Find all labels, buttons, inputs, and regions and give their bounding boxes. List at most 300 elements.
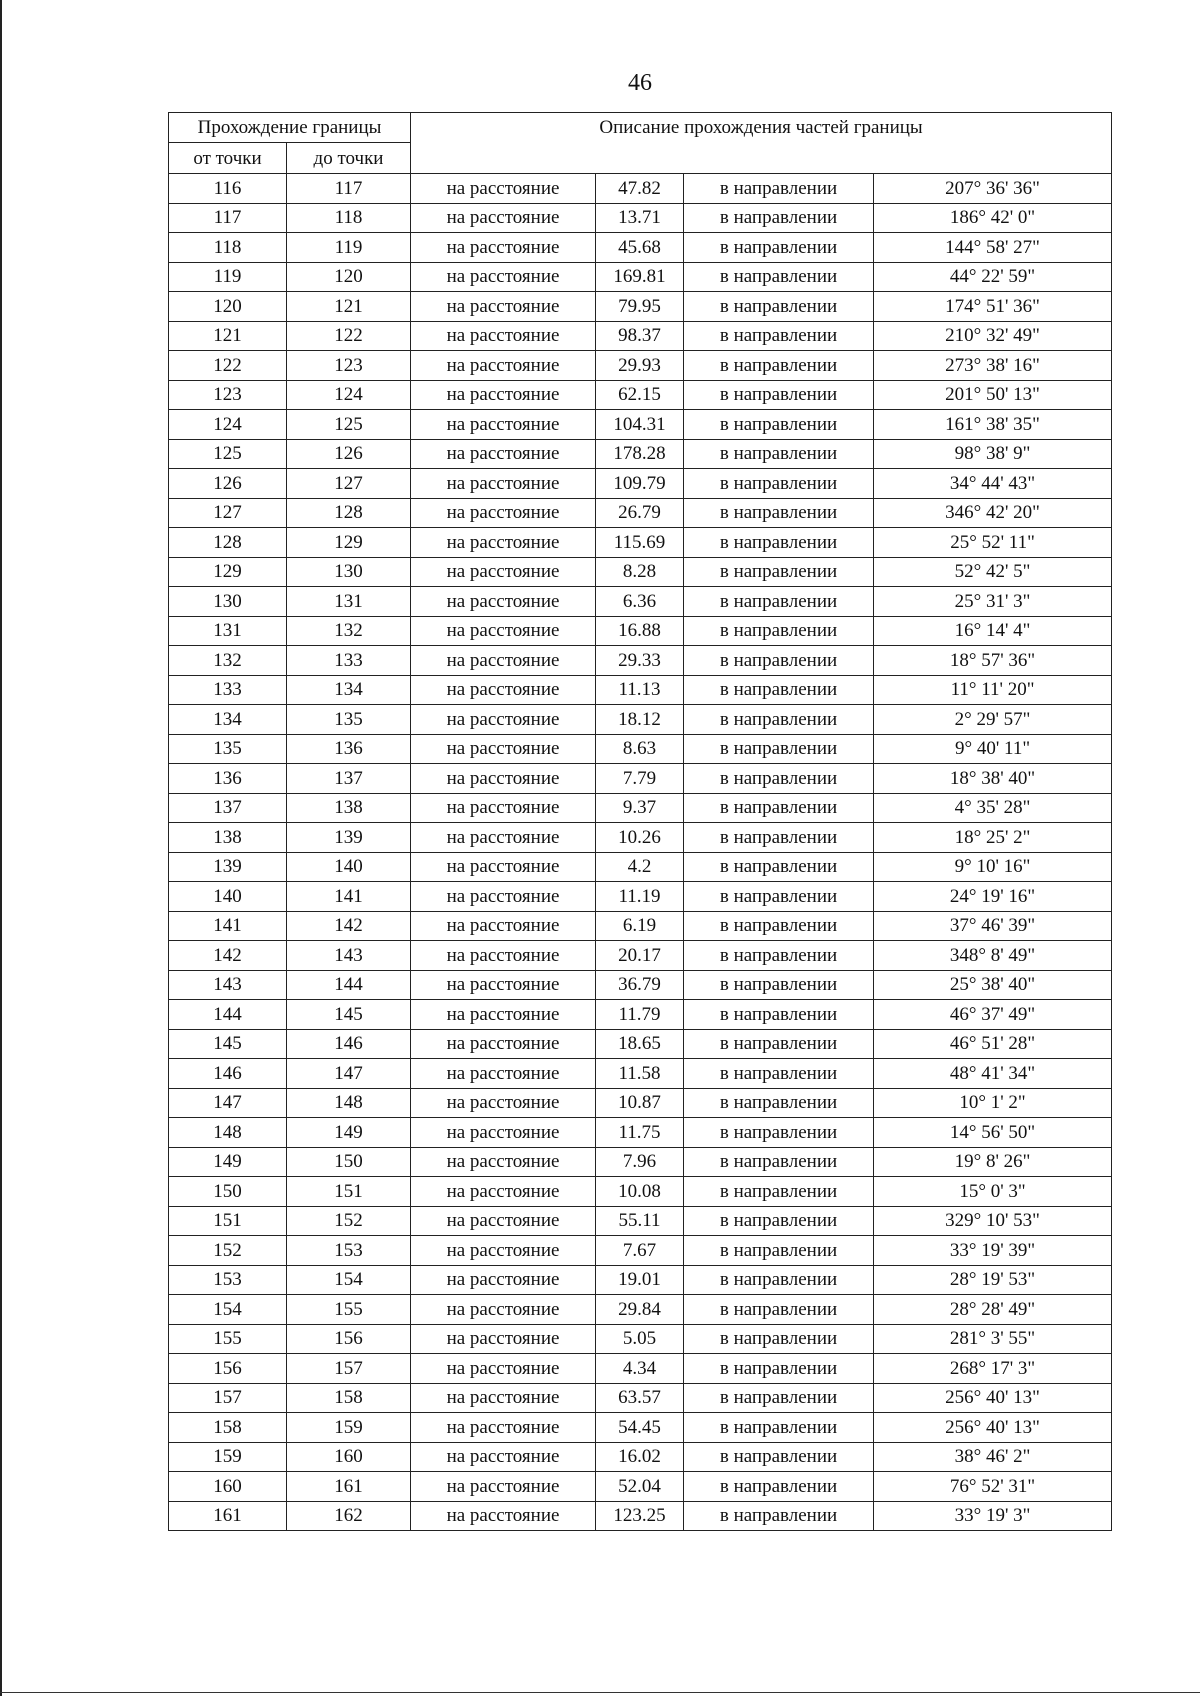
to-point-cell: 142 [287,911,411,941]
to-point-cell: 127 [287,469,411,499]
bearing-value-cell: 256° 40' 13" [874,1383,1112,1413]
from-point-cell: 117 [169,203,287,233]
table-body [169,174,1112,1531]
distance-value-cell: 16.02 [596,1442,684,1472]
bearing-value-cell: 329° 10' 53" [874,1206,1112,1236]
table-row [169,1059,1112,1089]
table-row [169,764,1112,794]
distance-value-cell: 63.57 [596,1383,684,1413]
from-point-cell: 124 [169,410,287,440]
distance-value-cell: 109.79 [596,469,684,499]
table-row [169,1088,1112,1118]
distance-label-cell: на расстояние [411,203,596,233]
to-point-cell: 141 [287,882,411,912]
distance-value-cell: 10.26 [596,823,684,853]
distance-label-cell: на расстояние [411,174,596,204]
distance-label-cell: на расстояние [411,970,596,1000]
distance-label-cell: на расстояние [411,233,596,263]
to-point-cell: 121 [287,292,411,322]
bearing-value-cell: 144° 58' 27" [874,233,1112,263]
to-point-cell: 159 [287,1413,411,1443]
distance-label-cell: на расстояние [411,1413,596,1443]
table-header [169,113,1112,174]
distance-value-cell: 29.33 [596,646,684,676]
direction-label-cell: в направлении [684,351,874,381]
distance-label-cell: на расстояние [411,292,596,322]
table-row [169,970,1112,1000]
table-row [169,616,1112,646]
direction-label-cell: в направлении [684,705,874,735]
distance-value-cell: 104.31 [596,410,684,440]
distance-label-cell: на расстояние [411,439,596,469]
bearing-value-cell: 207° 36' 36" [874,174,1112,204]
distance-value-cell: 11.19 [596,882,684,912]
bearing-value-cell: 4° 35' 28" [874,793,1112,823]
direction-label-cell: в направлении [684,1324,874,1354]
from-point-cell: 133 [169,675,287,705]
header-boundary-passage: Прохождение границы [169,113,411,143]
from-point-cell: 151 [169,1206,287,1236]
from-point-cell: 128 [169,528,287,558]
bearing-value-cell: 174° 51' 36" [874,292,1112,322]
bearing-value-cell: 15° 0' 3" [874,1177,1112,1207]
table-row [169,351,1112,381]
distance-value-cell: 4.2 [596,852,684,882]
bearing-value-cell: 16° 14' 4" [874,616,1112,646]
to-point-cell: 133 [287,646,411,676]
direction-label-cell: в направлении [684,646,874,676]
to-point-cell: 150 [287,1147,411,1177]
distance-value-cell: 11.75 [596,1118,684,1148]
table-row [169,498,1112,528]
from-point-cell: 159 [169,1442,287,1472]
direction-label-cell: в направлении [684,439,874,469]
bearing-value-cell: 25° 31' 3" [874,587,1112,617]
distance-value-cell: 18.12 [596,705,684,735]
distance-value-cell: 47.82 [596,174,684,204]
table-row [169,262,1112,292]
direction-label-cell: в направлении [684,911,874,941]
from-point-cell: 143 [169,970,287,1000]
distance-label-cell: на расстояние [411,321,596,351]
table-row [169,410,1112,440]
direction-label-cell: в направлении [684,321,874,351]
from-point-cell: 127 [169,498,287,528]
bearing-value-cell: 25° 52' 11" [874,528,1112,558]
from-point-cell: 161 [169,1501,287,1531]
to-point-cell: 126 [287,439,411,469]
direction-label-cell: в направлении [684,174,874,204]
direction-label-cell: в направлении [684,1413,874,1443]
to-point-cell: 131 [287,587,411,617]
direction-label-cell: в направлении [684,380,874,410]
direction-label-cell: в направлении [684,498,874,528]
table-row [169,439,1112,469]
to-point-cell: 139 [287,823,411,853]
direction-label-cell: в направлении [684,1029,874,1059]
to-point-cell: 158 [287,1383,411,1413]
bearing-value-cell: 25° 38' 40" [874,970,1112,1000]
to-point-cell: 161 [287,1472,411,1502]
from-point-cell: 136 [169,764,287,794]
bearing-value-cell: 18° 25' 2" [874,823,1112,853]
distance-label-cell: на расстояние [411,882,596,912]
direction-label-cell: в направлении [684,557,874,587]
bearing-value-cell: 18° 38' 40" [874,764,1112,794]
distance-label-cell: на расстояние [411,1501,596,1531]
distance-value-cell: 54.45 [596,1413,684,1443]
table-row [169,292,1112,322]
from-point-cell: 156 [169,1354,287,1384]
distance-label-cell: на расстояние [411,1295,596,1325]
from-point-cell: 119 [169,262,287,292]
from-point-cell: 135 [169,734,287,764]
direction-label-cell: в направлении [684,734,874,764]
distance-label-cell: на расстояние [411,793,596,823]
table-row [169,1236,1112,1266]
distance-value-cell: 16.88 [596,616,684,646]
from-point-cell: 126 [169,469,287,499]
table-row [169,528,1112,558]
table-row [169,587,1112,617]
distance-value-cell: 6.36 [596,587,684,617]
table-row [169,793,1112,823]
bearing-value-cell: 268° 17' 3" [874,1354,1112,1384]
table-row [169,675,1112,705]
direction-label-cell: в направлении [684,1442,874,1472]
bearing-value-cell: 201° 50' 13" [874,380,1112,410]
distance-label-cell: на расстояние [411,498,596,528]
direction-label-cell: в направлении [684,528,874,558]
distance-value-cell: 62.15 [596,380,684,410]
bearing-value-cell: 52° 42' 5" [874,557,1112,587]
table-row [169,1501,1112,1531]
to-point-cell: 138 [287,793,411,823]
distance-value-cell: 5.05 [596,1324,684,1354]
direction-label-cell: в направлении [684,1265,874,1295]
direction-label-cell: в направлении [684,1295,874,1325]
table-row [169,1383,1112,1413]
direction-label-cell: в направлении [684,1059,874,1089]
from-point-cell: 118 [169,233,287,263]
table-row [169,380,1112,410]
from-point-cell: 154 [169,1295,287,1325]
to-point-cell: 136 [287,734,411,764]
bearing-value-cell: 33° 19' 39" [874,1236,1112,1266]
to-point-cell: 132 [287,616,411,646]
scan-border-left [0,0,2,1696]
distance-value-cell: 7.67 [596,1236,684,1266]
bearing-value-cell: 48° 41' 34" [874,1059,1112,1089]
table-row [169,823,1112,853]
from-point-cell: 132 [169,646,287,676]
distance-label-cell: на расстояние [411,764,596,794]
bearing-value-cell: 210° 32' 49" [874,321,1112,351]
direction-label-cell: в направлении [684,410,874,440]
to-point-cell: 154 [287,1265,411,1295]
to-point-cell: 118 [287,203,411,233]
to-point-cell: 122 [287,321,411,351]
distance-label-cell: на расстояние [411,734,596,764]
from-point-cell: 157 [169,1383,287,1413]
from-point-cell: 125 [169,439,287,469]
bearing-value-cell: 28° 28' 49" [874,1295,1112,1325]
bearing-value-cell: 46° 51' 28" [874,1029,1112,1059]
from-point-cell: 155 [169,1324,287,1354]
from-point-cell: 140 [169,882,287,912]
boundary-table [168,112,1112,1531]
to-point-cell: 149 [287,1118,411,1148]
distance-value-cell: 55.11 [596,1206,684,1236]
table-row [169,705,1112,735]
from-point-cell: 149 [169,1147,287,1177]
from-point-cell: 122 [169,351,287,381]
bearing-value-cell: 24° 19' 16" [874,882,1112,912]
to-point-cell: 120 [287,262,411,292]
distance-value-cell: 11.58 [596,1059,684,1089]
distance-label-cell: на расстояние [411,941,596,971]
bearing-value-cell: 11° 11' 20" [874,675,1112,705]
to-point-cell: 162 [287,1501,411,1531]
from-point-cell: 144 [169,1000,287,1030]
distance-label-cell: на расстояние [411,705,596,735]
from-point-cell: 153 [169,1265,287,1295]
table-row [169,1118,1112,1148]
bearing-value-cell: 19° 8' 26" [874,1147,1112,1177]
distance-label-cell: на расстояние [411,469,596,499]
table-row [169,1413,1112,1443]
distance-label-cell: на расстояние [411,675,596,705]
distance-label-cell: на расстояние [411,1265,596,1295]
distance-label-cell: на расстояние [411,380,596,410]
distance-label-cell: на расстояние [411,1442,596,1472]
to-point-cell: 151 [287,1177,411,1207]
distance-label-cell: на расстояние [411,1088,596,1118]
to-point-cell: 160 [287,1442,411,1472]
distance-value-cell: 115.69 [596,528,684,558]
to-point-cell: 157 [287,1354,411,1384]
to-point-cell: 152 [287,1206,411,1236]
to-point-cell: 143 [287,941,411,971]
table-row [169,646,1112,676]
distance-value-cell: 7.96 [596,1147,684,1177]
direction-label-cell: в направлении [684,1501,874,1531]
header-from-point: от точки [169,143,287,174]
direction-label-cell: в направлении [684,882,874,912]
distance-label-cell: на расстояние [411,1147,596,1177]
distance-label-cell: на расстояние [411,1000,596,1030]
bearing-value-cell: 161° 38' 35" [874,410,1112,440]
distance-label-cell: на расстояние [411,911,596,941]
table-row [169,469,1112,499]
from-point-cell: 150 [169,1177,287,1207]
from-point-cell: 137 [169,793,287,823]
table-row [169,734,1112,764]
table-row [169,1295,1112,1325]
distance-label-cell: на расстояние [411,852,596,882]
table-row [169,233,1112,263]
distance-value-cell: 8.63 [596,734,684,764]
to-point-cell: 146 [287,1029,411,1059]
distance-value-cell: 10.08 [596,1177,684,1207]
distance-value-cell: 4.34 [596,1354,684,1384]
distance-value-cell: 20.17 [596,941,684,971]
direction-label-cell: в направлении [684,233,874,263]
distance-label-cell: на расстояние [411,1206,596,1236]
scan-border-bottom [0,1692,1200,1693]
direction-label-cell: в направлении [684,1000,874,1030]
bearing-value-cell: 18° 57' 36" [874,646,1112,676]
bearing-value-cell: 256° 40' 13" [874,1413,1112,1443]
direction-label-cell: в направлении [684,1088,874,1118]
page-number: 46 [628,70,652,96]
direction-label-cell: в направлении [684,262,874,292]
distance-label-cell: на расстояние [411,616,596,646]
from-point-cell: 141 [169,911,287,941]
table-row [169,1265,1112,1295]
from-point-cell: 148 [169,1118,287,1148]
table-row [169,203,1112,233]
distance-label-cell: на расстояние [411,1324,596,1354]
distance-label-cell: на расстояние [411,1059,596,1089]
table-row [169,1147,1112,1177]
direction-label-cell: в направлении [684,970,874,1000]
to-point-cell: 119 [287,233,411,263]
bearing-value-cell: 34° 44' 43" [874,469,1112,499]
to-point-cell: 144 [287,970,411,1000]
to-point-cell: 140 [287,852,411,882]
to-point-cell: 156 [287,1324,411,1354]
distance-value-cell: 26.79 [596,498,684,528]
table-row [169,941,1112,971]
bearing-value-cell: 98° 38' 9" [874,439,1112,469]
from-point-cell: 152 [169,1236,287,1266]
distance-label-cell: на расстояние [411,557,596,587]
bearing-value-cell: 273° 38' 16" [874,351,1112,381]
table-row [169,911,1112,941]
table-row [169,557,1112,587]
distance-value-cell: 18.65 [596,1029,684,1059]
direction-label-cell: в направлении [684,1236,874,1266]
bearing-value-cell: 37° 46' 39" [874,911,1112,941]
to-point-cell: 155 [287,1295,411,1325]
bearing-value-cell: 33° 19' 3" [874,1501,1112,1531]
table-row [169,174,1112,204]
distance-value-cell: 36.79 [596,970,684,1000]
distance-value-cell: 52.04 [596,1472,684,1502]
to-point-cell: 125 [287,410,411,440]
direction-label-cell: в направлении [684,764,874,794]
to-point-cell: 145 [287,1000,411,1030]
distance-value-cell: 11.79 [596,1000,684,1030]
to-point-cell: 123 [287,351,411,381]
table-row [169,1472,1112,1502]
table-row [169,852,1112,882]
distance-value-cell: 7.79 [596,764,684,794]
from-point-cell: 145 [169,1029,287,1059]
bearing-value-cell: 46° 37' 49" [874,1000,1112,1030]
from-point-cell: 120 [169,292,287,322]
direction-label-cell: в направлении [684,616,874,646]
direction-label-cell: в направлении [684,793,874,823]
direction-label-cell: в направлении [684,941,874,971]
distance-value-cell: 98.37 [596,321,684,351]
from-point-cell: 139 [169,852,287,882]
distance-value-cell: 178.28 [596,439,684,469]
direction-label-cell: в направлении [684,1177,874,1207]
direction-label-cell: в направлении [684,852,874,882]
distance-value-cell: 169.81 [596,262,684,292]
direction-label-cell: в направлении [684,1206,874,1236]
from-point-cell: 123 [169,380,287,410]
distance-label-cell: на расстояние [411,1177,596,1207]
distance-label-cell: на расстояние [411,646,596,676]
bearing-value-cell: 28° 19' 53" [874,1265,1112,1295]
bearing-value-cell: 9° 40' 11" [874,734,1112,764]
table-row [169,1177,1112,1207]
bearing-value-cell: 14° 56' 50" [874,1118,1112,1148]
from-point-cell: 158 [169,1413,287,1443]
from-point-cell: 146 [169,1059,287,1089]
direction-label-cell: в направлении [684,1118,874,1148]
to-point-cell: 134 [287,675,411,705]
distance-value-cell: 123.25 [596,1501,684,1531]
bearing-value-cell: 38° 46' 2" [874,1442,1112,1472]
distance-label-cell: на расстояние [411,351,596,381]
distance-label-cell: на расстояние [411,1472,596,1502]
to-point-cell: 148 [287,1088,411,1118]
to-point-cell: 153 [287,1236,411,1266]
from-point-cell: 142 [169,941,287,971]
direction-label-cell: в направлении [684,1147,874,1177]
to-point-cell: 129 [287,528,411,558]
distance-label-cell: на расстояние [411,1118,596,1148]
direction-label-cell: в направлении [684,292,874,322]
table-row [169,1354,1112,1384]
from-point-cell: 129 [169,557,287,587]
direction-label-cell: в направлении [684,587,874,617]
bearing-value-cell: 76° 52' 31" [874,1472,1112,1502]
distance-label-cell: на расстояние [411,528,596,558]
distance-value-cell: 9.37 [596,793,684,823]
bearing-value-cell: 9° 10' 16" [874,852,1112,882]
bearing-value-cell: 10° 1' 2" [874,1088,1112,1118]
to-point-cell: 130 [287,557,411,587]
bearing-value-cell: 186° 42' 0" [874,203,1112,233]
distance-value-cell: 13.71 [596,203,684,233]
header-description: Описание прохождения частей границы [411,113,1112,174]
distance-label-cell: на расстояние [411,823,596,853]
bearing-value-cell: 44° 22' 59" [874,262,1112,292]
from-point-cell: 121 [169,321,287,351]
to-point-cell: 135 [287,705,411,735]
bearing-value-cell: 2° 29' 57" [874,705,1112,735]
bearing-value-cell: 281° 3' 55" [874,1324,1112,1354]
to-point-cell: 147 [287,1059,411,1089]
direction-label-cell: в направлении [684,1383,874,1413]
from-point-cell: 138 [169,823,287,853]
header-to-point: до точки [287,143,411,174]
distance-label-cell: на расстояние [411,1383,596,1413]
distance-label-cell: на расстояние [411,1236,596,1266]
from-point-cell: 147 [169,1088,287,1118]
distance-value-cell: 11.13 [596,675,684,705]
direction-label-cell: в направлении [684,823,874,853]
direction-label-cell: в направлении [684,1472,874,1502]
to-point-cell: 128 [287,498,411,528]
from-point-cell: 116 [169,174,287,204]
direction-label-cell: в направлении [684,1354,874,1384]
